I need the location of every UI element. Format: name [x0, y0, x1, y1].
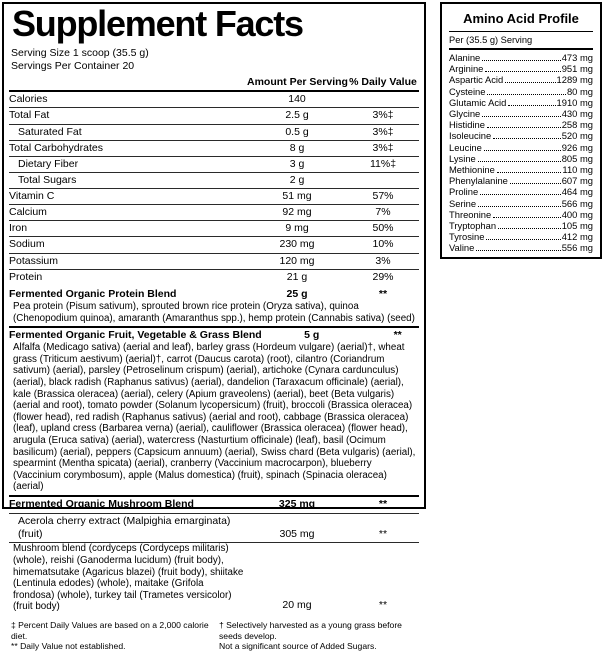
- footnote-selectively-harvested: † Selectively harvested as a young grass before seeds develop.: [219, 619, 402, 641]
- amino-row-arginine: Arginine 951 mg: [449, 63, 593, 75]
- nutrient-row-calcium: Calcium 92 mg 7%: [9, 205, 419, 221]
- blend-row-mushroom-blend: Fermented Organic Mushroom Blend 325 mg **: [9, 497, 419, 514]
- footnote-added-sugars: Not a significant source of Added Sugars.: [219, 641, 377, 652]
- nutrient-row-vitamin-c: Vitamin C 51 mg 57%: [9, 189, 419, 205]
- nutrient-row-potassium: Potassium 120 mg 3%: [9, 254, 419, 270]
- fruit-veg-grass-blend-ingredients: Alfalfa (Medicago sativa) (aerial and leaf), barley grass (Hordeum vulgare) (aerial)†, wheat grass (Triticum aestivum) (aerial)†, carrot (Daucus carota) (root), cilantro (Coriandrum sativum) (aerial), parsley (Petroselinum crispum) (aerial), artichoke (Cynara cardunculus) (aerial), black radish (Raphanus sativus) (aerial), dandelion (Taraxacum officinale) (aerial), kale (Brassica oleracea) (aerial), celery (Apium graveolens) (aerial), beet (Beta vulgaris) (aerial and root), tomato powder (Solanum lycopersicum) (fruit), broccoli (Brassica oleracea) (flower head), red radish (Raphanus sativus) (aerial and root), cabbage (Brassica oleracea) (leaf), upland cress (Barbarea verna) (aerial), cauliflower (Brassica oleracea) (flower head), arugula (Eruca sativa) (aerial), watercress (Nasturtium officinale) (leaf), basil (Ocimum basilicum) (aerial), peppers (Capsicum annuum) (aerial), Swiss chard (Beta vulgaris) (aerial), spearmint (Mentha spicata) (aerial), cranberry (Vaccinium macrocarpon), blueberry (Vaccinium corymbosum), apple (Malus domestica) (fruit), spinach (Spinacia oleracea) (aerial): [9, 342, 419, 497]
- dotted-leader: [510, 183, 561, 184]
- dotted-leader: [482, 60, 560, 61]
- footnote-daily-values: ‡ Percent Daily Values are based on a 2,000 calorie diet.: [11, 619, 209, 641]
- amino-row-methionine: Methionine 110 mg: [449, 164, 593, 176]
- footnotes-right: [219, 620, 419, 652]
- footnote-dv-not-established: ** Daily Value not established.: [11, 641, 126, 652]
- serving-size: Serving Size 1 scoop (35.5 g): [11, 47, 149, 59]
- nutrient-row-calories: Calories 140: [9, 92, 419, 108]
- amino-serving-note: Per (35.5 g) Serving: [449, 35, 533, 45]
- nutrient-row-dietary-fiber: Dietary Fiber 3 g 11%‡: [9, 157, 419, 173]
- footnotes-left: [11, 620, 211, 652]
- amino-row-glutamic-acid: Glutamic Acid 1910 mg: [449, 96, 593, 108]
- amino-row-lysine: Lysine 805 mg: [449, 152, 593, 164]
- nutrient-row-saturated-fat: Saturated Fat 0.5 g 3%‡: [9, 125, 419, 141]
- dotted-leader: [508, 105, 555, 106]
- amino-row-aspartic-acid: Aspartic Acid 1289 mg: [449, 74, 593, 86]
- dotted-leader: [476, 250, 560, 251]
- amino-row-tyrosine: Tyrosine 412 mg: [449, 231, 593, 243]
- panel-title: Supplement Facts: [12, 3, 303, 44]
- amino-row-phenylalanine: Phenylalanine 607 mg: [449, 175, 593, 187]
- column-header-row: [9, 74, 419, 92]
- mushroom-blend-amount: 20 mg: [282, 599, 312, 612]
- amino-subtitle-divider: [449, 48, 593, 50]
- protein-blend-ingredients: Pea protein (Pisum sativum), sprouted brown rice protein (Oryza sativa), quinoa (Chenopodium quinoa), amaranth (Amaranthus spp.), hemp protein (Cannabis sativa) (seed): [9, 301, 419, 328]
- dotted-leader: [493, 138, 561, 139]
- servings-per-container: Servings Per Container 20: [11, 59, 135, 72]
- amino-row-threonine: Threonine 400 mg: [449, 208, 593, 220]
- dotted-leader: [505, 82, 555, 83]
- amino-row-valine: Valine 556 mg: [449, 242, 593, 254]
- amino-row-glycine: Glycine 430 mg: [449, 108, 593, 120]
- amino-row-leucine: Leucine 926 mg: [449, 141, 593, 153]
- dotted-leader: [482, 116, 560, 117]
- nutrient-row-total-sugars: Total Sugars 2 g: [9, 173, 419, 189]
- dotted-leader: [478, 161, 561, 162]
- dotted-leader: [487, 94, 565, 95]
- footnotes: [9, 618, 419, 652]
- serving-info: [11, 47, 419, 72]
- nutrient-row-protein: Protein 21 g 29%: [9, 270, 394, 283]
- dotted-leader: [478, 206, 561, 207]
- nutrient-row-total-carbohydrates: Total Carbohydrates 8 g 3%‡: [9, 141, 419, 157]
- amino-row-alanine: Alanine 473 mg: [449, 52, 593, 63]
- dotted-leader: [487, 127, 561, 128]
- dotted-leader: [480, 194, 561, 195]
- dotted-leader: [498, 228, 561, 229]
- amino-panel-title: Amino Acid Profile: [463, 11, 579, 26]
- dotted-leader: [486, 239, 560, 240]
- nutrient-row-total-fat: Total Fat 2.5 g 3%‡: [9, 108, 419, 124]
- amount-column-header: Amount Per Serving: [247, 76, 348, 89]
- nutrient-row-acerola-cherry-extract: Acerola cherry extract (Malpighia emarginata) (fruit) 305 mg **: [9, 514, 419, 543]
- amino-row-proline: Proline 464 mg: [449, 186, 593, 198]
- supplement-facts-panel: [2, 2, 426, 652]
- dotted-leader: [497, 172, 562, 173]
- mushroom-blend-ingredients-row: [9, 543, 419, 615]
- dotted-leader: [493, 217, 561, 218]
- dotted-leader: [485, 71, 560, 72]
- mushroom-blend-ingredients: Mushroom blend (cordyceps (Cordyceps militaris) (whole), reishi (Ganoderma lucidum) (fruit body), himematsutake (Agaricus blazei) (fruit body), shiitake (Lentinula edodes) (whole), maitake (Grifola frondosa) (whole), turkey tail (Trametes versicolor) (fruit body): [13, 543, 244, 613]
- blend-row-fruit-veg-grass-blend: Fermented Organic Fruit, Vegetable & Grass Blend 5 g **: [9, 329, 402, 342]
- amino-row-histidine: Histidine 258 mg: [449, 119, 593, 131]
- nutrient-row-sodium: Sodium 230 mg 10%: [9, 237, 419, 253]
- amino-row-serine: Serine 566 mg: [449, 197, 593, 209]
- amino-row-tryptophan: Tryptophan 105 mg: [449, 220, 593, 232]
- mushroom-blend-dv: **: [378, 599, 388, 612]
- amino-row-isoleucine: Isoleucine 520 mg: [449, 130, 593, 142]
- nutrient-row-iron: Iron 9 mg 50%: [9, 221, 419, 237]
- amino-row-cysteine: Cysteine 80 mg: [449, 85, 593, 97]
- blend-row-protein-blend: Fermented Organic Protein Blend 25 g **: [9, 287, 388, 300]
- amino-acid-profile-panel: [440, 2, 602, 259]
- daily-value-column-header: % Daily Value: [349, 76, 417, 89]
- dotted-leader: [484, 150, 561, 151]
